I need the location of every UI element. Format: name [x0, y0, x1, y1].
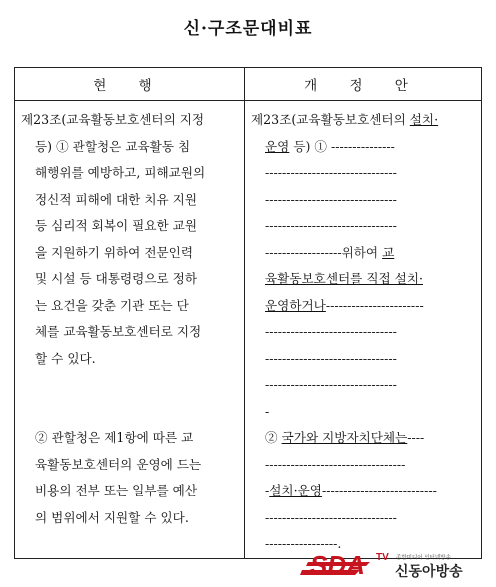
proposed-text: ----: [407, 430, 425, 445]
unchanged-dash-line: -------------------------------: [265, 350, 397, 366]
proposed-text: 제23조(교육활동보호센터의: [251, 112, 410, 127]
current-line: 해행위를 예방하고, 피해교원의: [35, 165, 206, 180]
current-line: 및 시설 등 대통령령으로 정하: [35, 271, 197, 286]
amended-text: 운영하거나: [265, 297, 326, 313]
current-para2-line: ② 관할청은 제1항에 따른 교: [35, 430, 194, 445]
logo-tagline: 종합미디어 인터넷방송: [396, 555, 451, 561]
proposed-header: 개 정 안: [245, 68, 482, 101]
unchanged-dash-line: -------------------------------: [265, 324, 397, 339]
amended-text: 설치·운영: [269, 483, 322, 498]
unchanged-dash-line: -------------------------------: [265, 509, 397, 525]
logo-tv: TV: [376, 552, 389, 563]
current-para2-line: 육활동보호센터의 운영에 드는: [35, 456, 202, 472]
unchanged-dash-line: -: [265, 403, 270, 419]
proposed-line: [251, 107, 475, 134]
unchanged-dash-line: -------------------------------: [265, 165, 397, 180]
current-column: [15, 101, 245, 559]
current-para2-line: 비용의 전부 또는 일부를 예산: [35, 483, 197, 498]
current-header: 현 행: [15, 68, 245, 101]
amended-text: 설치·: [409, 112, 439, 127]
proposed-text: ---------------------------: [321, 483, 437, 498]
unchanged-dash-line: -------------------------------: [265, 377, 397, 392]
proposed-line: [251, 240, 475, 267]
proposed-column: [245, 101, 482, 559]
proposed-text: ------------------위하여: [265, 244, 383, 260]
logo-brand: SDA: [310, 550, 365, 580]
current-line: 정신적 피해에 대한 치유 지원: [35, 191, 197, 207]
sda-tv-logo: [300, 548, 490, 580]
proposed-para2-line: [251, 425, 475, 452]
proposed-text: -----------------------: [325, 297, 424, 313]
comparison-table: [14, 67, 482, 559]
proposed-line: [251, 293, 475, 320]
current-line: 제23조(교육활동보호센터의 지정: [21, 112, 205, 127]
proposed-text: ②: [265, 430, 282, 445]
page-title: 신·구조문대비표: [183, 19, 313, 39]
proposed-para2-line: [251, 478, 475, 505]
amended-text: 운영: [265, 138, 290, 154]
current-line: 등 심리적 회복이 필요한 교원: [35, 218, 197, 233]
amended-text: 교: [382, 244, 395, 260]
amended-text: 국가와 지방자치단체는: [281, 430, 408, 445]
unchanged-dash-line: -----------------.: [265, 536, 342, 551]
current-line: 등) ① 관할청은 교육활동 침: [35, 138, 191, 154]
unchanged-dash-line: ---------------------------------: [265, 456, 406, 472]
unchanged-dash-line: -------------------------------: [265, 191, 397, 207]
current-para2-line: 의 범위에서 지원할 수 있다.: [35, 509, 189, 525]
current-line: 는 요건을 갖춘 기관 또는 단: [35, 297, 189, 313]
logo-name: 신동아방송: [395, 564, 463, 580]
proposed-text: 등) ① ---------------: [289, 138, 395, 154]
proposed-text: -: [265, 483, 270, 498]
unchanged-dash-line: -------------------------------: [265, 218, 397, 233]
amended-text: 육활동보호센터를 직접 설치·: [265, 271, 423, 286]
current-line: 할 수 있다.: [35, 350, 96, 366]
proposed-line: [251, 266, 475, 293]
proposed-line: [251, 134, 475, 161]
current-line: 을 지원하기 위하여 전문인력: [35, 244, 193, 260]
current-line: 체를 교육활동보호센터로 지정: [35, 324, 202, 339]
